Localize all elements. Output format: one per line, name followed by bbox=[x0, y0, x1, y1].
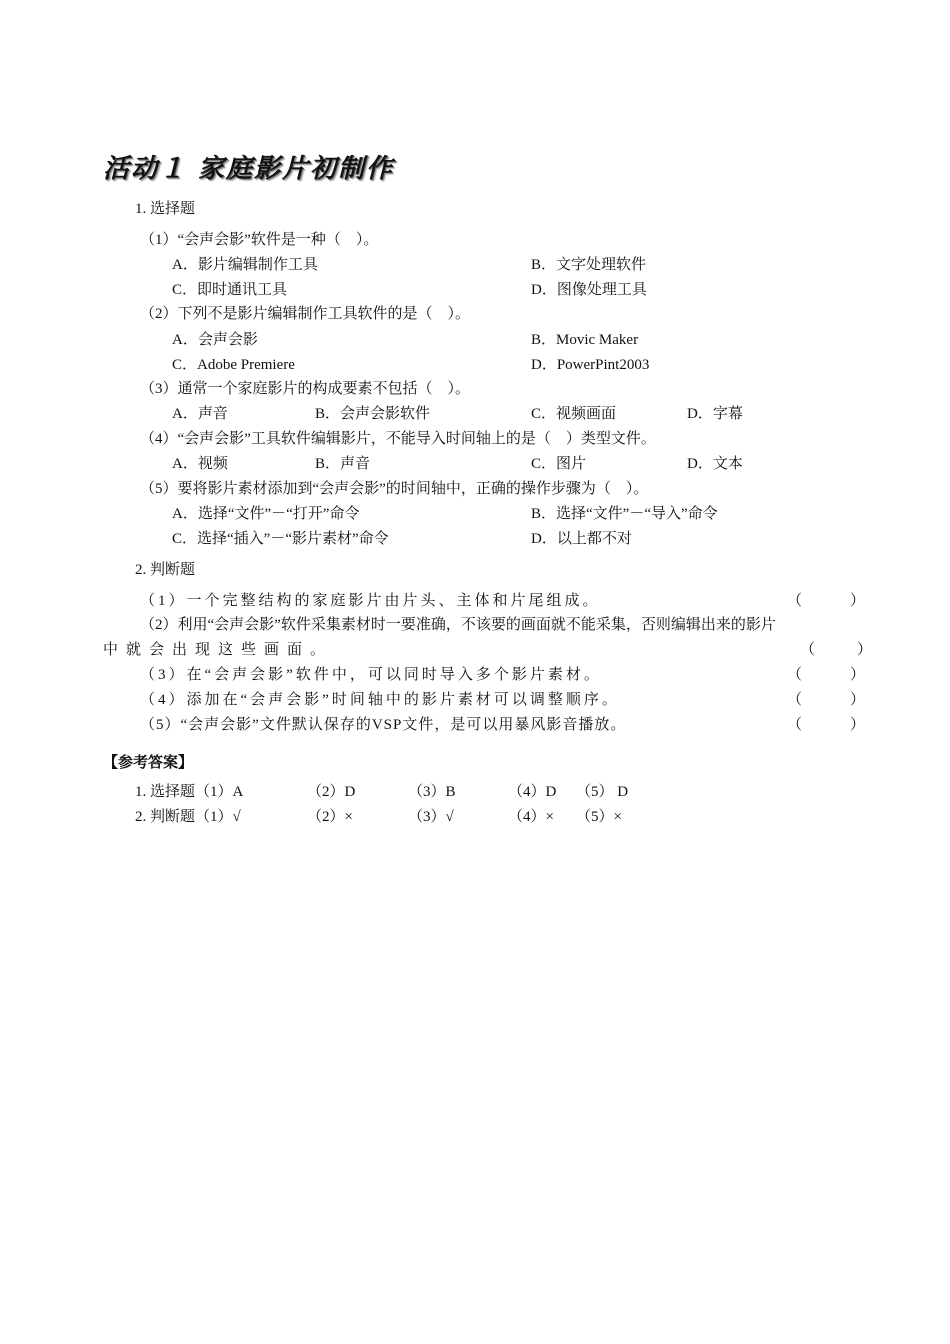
answers-heading: 【参考答案】 bbox=[103, 755, 194, 771]
section-heading-judgement: 2. 判断题 bbox=[135, 562, 196, 578]
option-d: D．字幕 bbox=[687, 406, 743, 422]
question-stem: （3）通常一个家庭影片的构成要素不包括（ ）。 bbox=[140, 381, 471, 397]
option-c: C．Adobe Premiere bbox=[172, 357, 295, 373]
answer-judgement-2: （2）× bbox=[307, 809, 353, 825]
answer-paren: （ ） bbox=[787, 667, 872, 683]
section-heading-choice: 1. 选择题 bbox=[135, 201, 196, 217]
answer-choice-4: （4）D bbox=[508, 784, 557, 800]
question-stem: （1）“会声会影”软件是一种（ ）。 bbox=[140, 232, 379, 248]
option-c: C．图片 bbox=[531, 456, 587, 472]
answer-choice-5: （5） D bbox=[576, 784, 629, 800]
answer-paren: （ ） bbox=[787, 692, 872, 708]
option-d: D．图像处理工具 bbox=[531, 282, 647, 298]
option-c: C．即时通讯工具 bbox=[172, 282, 288, 298]
option-c: C．视频画面 bbox=[531, 406, 617, 422]
option-d: D．以上都不对 bbox=[531, 531, 632, 547]
question-stem: （5）要将影片素材添加到“会声会影”的时间轴中，正确的操作步骤为（ ）。 bbox=[140, 481, 649, 497]
answer-judgement-3: （3）√ bbox=[408, 809, 454, 825]
answer-choice-3: （3）B bbox=[408, 784, 456, 800]
option-a: A．会声会影 bbox=[172, 332, 258, 348]
option-c: C．选择“插入”－“影片素材”命令 bbox=[172, 531, 389, 547]
option-a: A．影片编辑制作工具 bbox=[172, 257, 318, 273]
answer-judgement-4: （4）× bbox=[508, 809, 554, 825]
answer-paren: （ ） bbox=[787, 717, 872, 733]
judgement-item: （4）添加在“会声会影”时间轴中的影片素材可以调整顺序。 bbox=[140, 692, 620, 708]
answer-paren: （ ） bbox=[787, 593, 872, 609]
answer-paren: （ ） bbox=[800, 642, 877, 658]
question-stem: （2）下列不是影片编辑制作工具软件的是（ ）。 bbox=[140, 306, 471, 322]
question-stem: （4）“会声会影”工具软件编辑影片，不能导入时间轴上的是（ ）类型文件。 bbox=[140, 431, 656, 447]
answer-choice-2: （2）D bbox=[307, 784, 356, 800]
judgement-item-continued: 中就会出现这些画面。 bbox=[103, 642, 334, 658]
option-b: B．会声会影软件 bbox=[315, 406, 431, 422]
option-b: B．Movic Maker bbox=[531, 332, 639, 348]
page-title: 活动１ 家庭影片初制作 bbox=[103, 154, 395, 184]
option-a: A．选择“文件”－“打开”命令 bbox=[172, 506, 360, 522]
option-a: A．声音 bbox=[172, 406, 228, 422]
option-d: D．PowerPint2003 bbox=[531, 357, 650, 373]
option-b: B．声音 bbox=[315, 456, 371, 472]
answer-choice-1: 1. 选择题（1）A bbox=[135, 784, 244, 800]
judgement-item: （1）一个完整结构的家庭影片由片头、主体和片尾组成。 bbox=[140, 593, 601, 609]
answer-judgement-1: 2. 判断题（1）√ bbox=[135, 809, 241, 825]
judgement-item: （5）“会声会影”文件默认保存的VSP文件，是可以用暴风影音播放。 bbox=[140, 717, 627, 733]
option-b: B．选择“文件”－“导入”命令 bbox=[531, 506, 718, 522]
judgement-item: （3）在“会声会影”软件中，可以同时导入多个影片素材。 bbox=[140, 667, 602, 683]
option-a: A．视频 bbox=[172, 456, 228, 472]
option-b: B．文字处理软件 bbox=[531, 257, 647, 273]
answer-judgement-5: （5）× bbox=[576, 809, 622, 825]
judgement-item: （2）利用“会声会影”软件采集素材时一要准确，不该要的画面就不能采集，否则编辑出来的影片 bbox=[140, 617, 776, 633]
option-d: D．文本 bbox=[687, 456, 743, 472]
